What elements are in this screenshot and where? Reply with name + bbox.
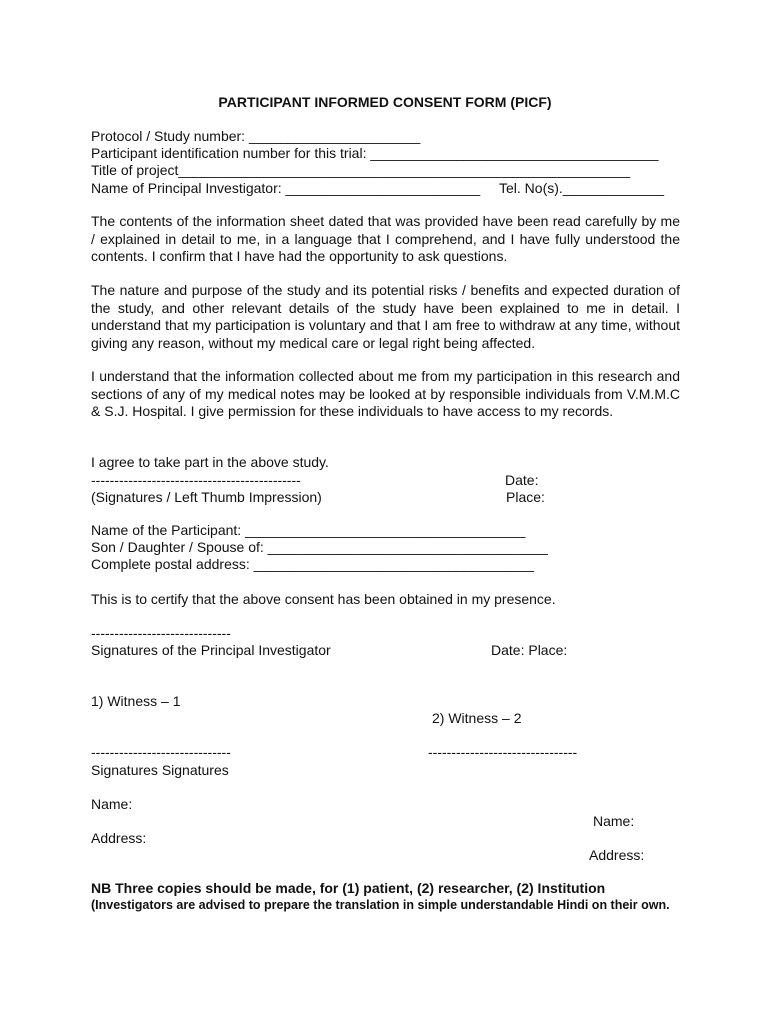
investigator-signature-line: ------------------------------ (91, 625, 231, 641)
participant-signature-label: (Signatures / Left Thumb Impression) (91, 489, 322, 505)
postal-address-field: Complete postal address: ____________________________________ (91, 556, 534, 572)
form-title: PARTICIPANT INFORMED CONSENT FORM (PICF) (218, 94, 552, 110)
witness-2-address-label: Address: (589, 847, 645, 863)
investigator-name-field: Name of Principal Investigator: _________________________ (91, 180, 481, 196)
witness-1-signature-line: ------------------------------ (91, 744, 231, 760)
participant-place-label: Place: (506, 489, 545, 505)
paragraph-information-sheet: The contents of the information sheet dated that was provided have been read carefully by me / explained in detail to me, in a language that I comprehend, and I have fully understood the contents. I confirm that I have had the opportunity to ask questions. (91, 213, 680, 264)
project-title-field: Title of project__________________________________________________________ (91, 162, 630, 178)
witness-1-label: 1) Witness – 1 (91, 693, 181, 709)
translation-advice: (Investigators are advised to prepare the translation in simple understandable Hindi on their own. (91, 898, 670, 912)
witness-1-name-label: Name: (91, 796, 133, 812)
investigator-date-place: Date: Place: (491, 642, 568, 658)
investigator-signature-label: Signatures of the Principal Investigator (91, 642, 331, 658)
protocol-field: Protocol / Study number: ______________________ (91, 128, 421, 144)
certification-statement: This is to certify that the above consent has been obtained in my presence. (91, 591, 556, 607)
participant-signature-line: --------------------------------------------- (91, 472, 301, 488)
witness-2-name-label: Name: (593, 813, 635, 829)
relation-field: Son / Daughter / Spouse of: ____________________________________ (91, 539, 548, 555)
participant-date-label: Date: (505, 472, 539, 488)
paragraph-study-nature: The nature and purpose of the study and its potential risks / benefits and expected duration of the study, and other relevant details of the study have been explained to me in detail. I understand that my participation is voluntary and that I am free to withdraw at any time, without giving any reason, without my medical care or legal right being affected. (91, 282, 680, 351)
witness-2-label: 2) Witness – 2 (432, 710, 522, 726)
agree-statement: I agree to take part in the above study. (91, 454, 329, 470)
participant-id-field: Participant identification number for this trial: _____________________________________ (91, 145, 659, 161)
witness-signature-labels: Signatures Signatures (91, 762, 229, 778)
tel-field: Tel. No(s)._____________ (499, 180, 665, 196)
witness-1-address-label: Address: (91, 830, 147, 846)
copies-note: NB Three copies should be made, for (1) patient, (2) researcher, (2) Institution (91, 880, 606, 896)
paragraph-data-access: I understand that the information collected about me from my participation in this research and sections of any of my medical notes may be looked at by responsible individuals from V.M.M.C & S.J. Hospital. I give permission for these individuals to have access to my records. (91, 368, 680, 419)
participant-name-field: Name of the Participant: ____________________________________ (91, 522, 526, 538)
witness-2-signature-line: -------------------------------- (428, 744, 578, 760)
